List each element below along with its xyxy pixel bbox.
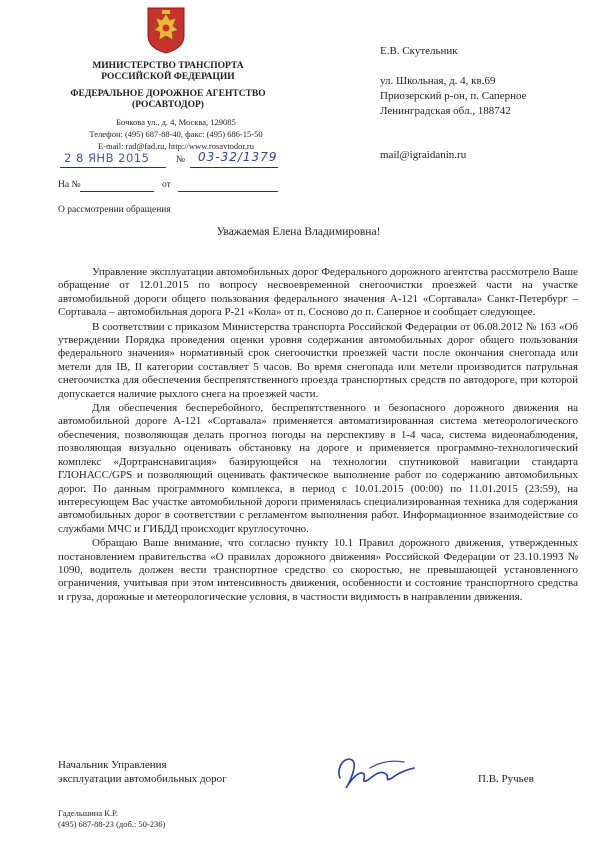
executor-info <box>58 808 165 830</box>
letter-subject: О рассмотрении обращения <box>58 205 171 215</box>
body-paragraph-2: В соответствии с приказом Министерства транспорта Российской Федерации от 06.08.2012 № 163 «Об утверждении Порядка проведения оценки уровня содержания автомобильных дорог общего пользования федерального значения» нормативный срок снегоочистки проезжей части после окончания снегопада или метели для IВ, II категории составляет 5 часов. Во время снегопада или метели производится патрульная снегоочистка для обеспечения беспрепятственного проезда транспортных средств по автодороге, при которой допускается наличие рыхлого снега на проезжей части. <box>58 320 578 400</box>
reference-date-label: от <box>162 180 171 190</box>
agency-title-line-2: (РОСАВТОДОР) <box>132 100 204 110</box>
recipient-address-line-1: ул. Школьная, д. 4, кв.69 <box>380 75 496 87</box>
signatory-name: П.В. Ручьев <box>478 773 534 785</box>
executor-phone: (495) 687-88-23 (доб.: 50-236) <box>58 819 166 829</box>
handwritten-signature <box>330 748 422 796</box>
signatory-position-line-2: эксплуатации автомобильных дорог <box>58 773 227 785</box>
registration-date-stamp: 2 8 ЯНВ 2015 <box>64 151 150 165</box>
body-paragraph-3: Для обеспечения бесперебойного, беспрепятственного и безопасного дорожного движения на автомобильной дороге А-121 «Сортавала» применяется автоматизированная система метеорологического обеспечения, позволяющая делать прогноз погоды на перспективу в 1-4 часа, система видеонаблюдения, позволяющая визуально оценивать обстановку на дороге и применяется программно-технологический комплекс «Дортранснавигация» базирующейся на технологии спутниковой навигации стандарта ГЛОНАСС/GPS и позволяющий оценивать фактическое выполнение работ по содержанию автомобильных дорог. По данным программного комплекса, в период с 10.01.2015 (00:00) по 11.01.2015 (23:59), на интересующем Вас участке автомобильной дороги применялась специализированная техника для содержания автомобильных дорог в соответствии с регламентом выполнения работ. Информационное взаимодействие со службами МЧС и ГИБДД происходит круглосуточно. <box>58 402 578 535</box>
signatory-position-line-1: Начальник Управления <box>58 759 167 771</box>
recipient-address-line-2: Приозерский р-он, п. Саперное <box>380 90 527 102</box>
ministry-title-line-1: МИНИСТЕРСТВО ТРАНСПОРТА <box>92 61 244 71</box>
agency-address: Бочкова ул., д. 4, Москва, 129085 <box>116 117 236 127</box>
recipient-name: Е.В. Скутельник <box>380 45 458 57</box>
number-prefix: № <box>176 155 186 165</box>
registration-number-handwritten: 03-32/1379 <box>198 150 278 164</box>
reference-date-line <box>178 191 278 192</box>
agency-title-line-1: ФЕДЕРАЛЬНОЕ ДОРОЖНОЕ АГЕНТСТВО <box>70 89 266 99</box>
signatory-position <box>58 758 227 786</box>
greeting: Уважаемая Елена Владимировна! <box>216 226 381 238</box>
reference-number-label: На № <box>58 180 81 190</box>
body-paragraph-1: Управление эксплуатации автомобильных дорог Федерального дорожного агентства рассмотрело Ваше обращение от 12.01.2015 по вопросу несвоевременной снегоочистки проезжей части на участке автомобильной дороги общего пользования федерального значения А-121 «Сортавала» Санкт-Петербург – Сортавала – автомобильная дорога Р-21 «Кола» от п. Сосново до п. Саперное и сообщает следующее. <box>58 266 578 319</box>
recipient-email: mail@igraidanin.ru <box>380 149 467 161</box>
agency-web: E-mail: rad@fad.ru, http://www.rosavtodor.ru <box>98 141 254 151</box>
executor-name: Гадельшина К.Р. <box>58 808 118 818</box>
body-paragraph-4: Обращаю Ваше внимание, что согласно пункту 10.1 Правил дорожного движения, утвержденных постановлением правительства «О правилах дорожного движения» Российской Федерации от 23.10.1993 № 1090, водитель должен вести транспортное средство со скоростью, не превышающей установленного ограничения, учитывая при этом интенсивность движения, особенности и состояние транспортного средства и груза, дорожные и метеорологические условия, в частности видимость в направлении движения. <box>58 537 578 603</box>
recipient-address-line-3: Ленинградская обл., 188742 <box>380 105 511 117</box>
date-underline <box>60 167 166 168</box>
letter-body <box>58 266 578 605</box>
agency-phones: Телефон: (495) 687-88-40, факс: (495) 686-15-50 <box>89 129 263 139</box>
number-underline <box>190 167 278 168</box>
ministry-title-line-2: РОССИЙСКОЙ ФЕДЕРАЦИИ <box>101 72 235 82</box>
coat-of-arms-icon <box>146 6 186 54</box>
reference-number-line <box>80 191 154 192</box>
